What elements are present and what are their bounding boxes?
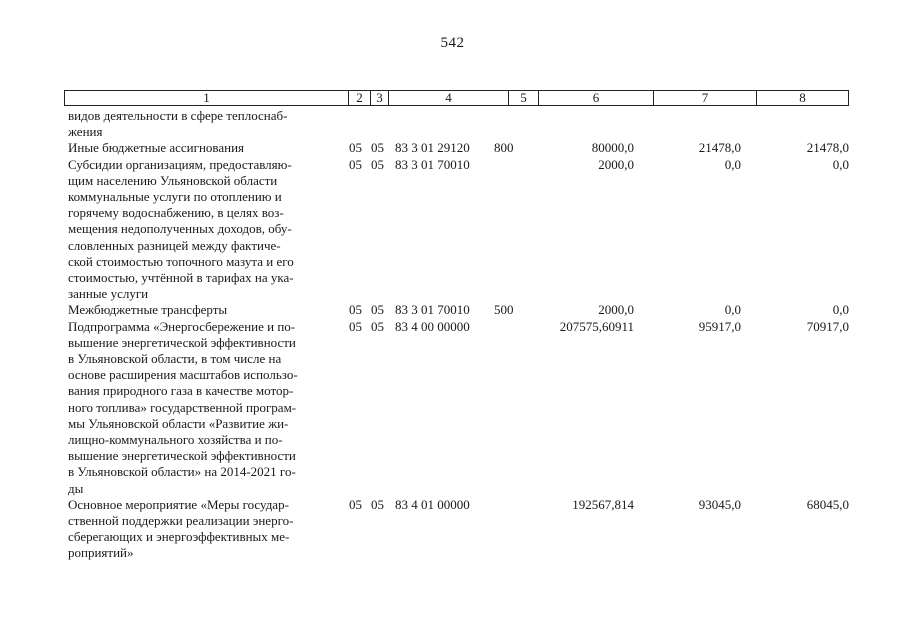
- amount-col-7: 95917,0: [698, 318, 741, 334]
- amount-col-8: 21478,0: [806, 140, 849, 156]
- column-header: 6: [539, 91, 654, 105]
- section-code: 05: [349, 318, 362, 334]
- column-header: 3: [371, 91, 389, 105]
- target-article-code: 83 3 01 70010: [395, 302, 470, 318]
- amount-col-7: 93045,0: [698, 496, 741, 512]
- target-article-code: 83 4 01 00000: [395, 496, 470, 512]
- subsection-code: 05: [371, 302, 384, 318]
- column-header: 7: [654, 91, 757, 105]
- target-article-code: 83 3 01 70010: [395, 156, 470, 172]
- amount-col-8: 0,0: [832, 302, 849, 318]
- expense-type-code: 500: [494, 302, 514, 318]
- table-header: [64, 90, 849, 106]
- column-header: 5: [509, 91, 539, 105]
- amount-col-6: 2000,0: [598, 156, 634, 172]
- row-description: Субсидии организациям, предоставляю- щим населению Ульяновской области коммунальные услуги по отоплению и горячему водоснабжению, в целях воз- мещения недополученных доходов, обу- словленных разницей между фактиче- ской стоимостью топочного мазута и его стоимостью, учтённой в тарифах на ука- занные услуги: [68, 156, 294, 302]
- subsection-code: 05: [371, 318, 384, 334]
- page-number: 542: [440, 35, 465, 51]
- amount-col-7: 21478,0: [698, 140, 741, 156]
- table-row: [68, 302, 849, 318]
- amount-col-6: 192567,814: [572, 496, 634, 512]
- section-code: 05: [349, 496, 362, 512]
- column-header: 8: [799, 90, 806, 105]
- amount-col-6: 2000,0: [598, 302, 634, 318]
- row-description: видов деятельности в сфере теплоснаб- жения: [68, 108, 288, 140]
- amount-col-7: 0,0: [724, 156, 741, 172]
- column-header: 4: [389, 91, 509, 105]
- subsection-code: 05: [371, 140, 384, 156]
- column-header: 2: [349, 91, 371, 105]
- amount-col-8: 68045,0: [806, 496, 849, 512]
- row-description: Межбюджетные трансферты: [68, 302, 228, 318]
- expense-type-code: 800: [494, 140, 514, 156]
- subsection-code: 05: [371, 496, 384, 512]
- target-article-code: 83 3 01 29120: [395, 140, 470, 156]
- table-row: [68, 140, 849, 156]
- amount-col-7: 0,0: [724, 302, 741, 318]
- amount-col-6: 80000,0: [591, 140, 634, 156]
- table-row: [68, 319, 849, 497]
- target-article-code: 83 4 00 00000: [395, 318, 470, 334]
- amount-col-8: 70917,0: [806, 318, 849, 334]
- amount-col-8: 0,0: [832, 156, 849, 172]
- section-code: 05: [349, 302, 362, 318]
- subsection-code: 05: [371, 156, 384, 172]
- row-description: Основное мероприятие «Меры государ- ственной поддержки реализации энерго- сберегающих и энергоэффективных ме- роприятий»: [68, 496, 294, 561]
- section-code: 05: [349, 140, 362, 156]
- amount-col-6: 207575,60911: [559, 318, 634, 334]
- table-row: [68, 108, 849, 140]
- section-code: 05: [349, 156, 362, 172]
- row-description: Подпрограмма «Энергосбережение и по- вышение энергетической эффективности в Ульяновской области, в том числе на основе расширения масштабов использо- вания природного газа в качестве мотор- ного топлива» государственной програм- мы Ульяновской области «Развитие жи- лищно-коммунального хозяйства и по- вышение энергетической эффективности в Ульяновской области» на 2014-2021 го- ды: [68, 318, 298, 496]
- budget-table-body: [68, 108, 849, 562]
- table-row: [68, 497, 849, 562]
- table-row: [68, 157, 849, 303]
- row-description: Иные бюджетные ассигнования: [68, 140, 245, 156]
- column-header: 1: [65, 91, 349, 105]
